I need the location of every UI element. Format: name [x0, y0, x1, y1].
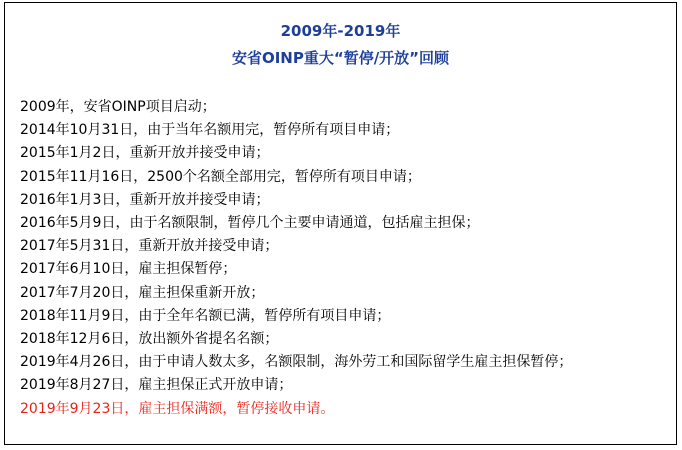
timeline-entry: 2015年11月16日，2500个名额全部用完，暂停所有项目申请；	[20, 168, 421, 185]
timeline-entry: 2018年11月9日，由于全年名额已满，暂停所有项目申请；	[20, 307, 391, 324]
timeline-entry: 2017年6月10日，雇主担保暂停；	[20, 261, 237, 278]
timeline-entry: 2019年8月27日，雇主担保正式开放申请；	[20, 377, 293, 394]
timeline-entry: 2017年7月20日，雇主担保重新开放；	[20, 284, 265, 301]
timeline-entry: 2016年5月9日，由于名额限制，暂停几个主要申请通道，包括雇主担保；	[20, 215, 480, 232]
timeline-list	[20, 96, 572, 421]
content-frame	[4, 2, 677, 445]
timeline-entry: 2014年10月31日，由于当年名额用完，暂停所有项目申请；	[20, 122, 400, 139]
timeline-entry: 2019年4月26日，由于申请人数太多，名额限制，海外劳工和国际留学生雇主担保暂停；	[20, 354, 573, 371]
timeline-entry-latest: 2019年9月23日，雇主担保满额，暂停接收申请。	[20, 400, 335, 417]
timeline-entry: 2016年1月3日，重新开放并接受申请；	[20, 191, 270, 208]
timeline-entry: 2009年，安省OINP项目启动；	[20, 99, 216, 115]
page-title: 2009年-2019年	[280, 22, 401, 40]
timeline-entry: 2017年5月31日，重新开放并接受申请；	[20, 238, 279, 255]
page-subtitle: 安省OINP重大“暂停/开放”回顾	[231, 49, 450, 67]
timeline-entry: 2015年1月2日，重新开放并接受申请；	[20, 145, 270, 162]
timeline-entry: 2018年12月6日，放出额外省提名名额；	[20, 331, 279, 348]
